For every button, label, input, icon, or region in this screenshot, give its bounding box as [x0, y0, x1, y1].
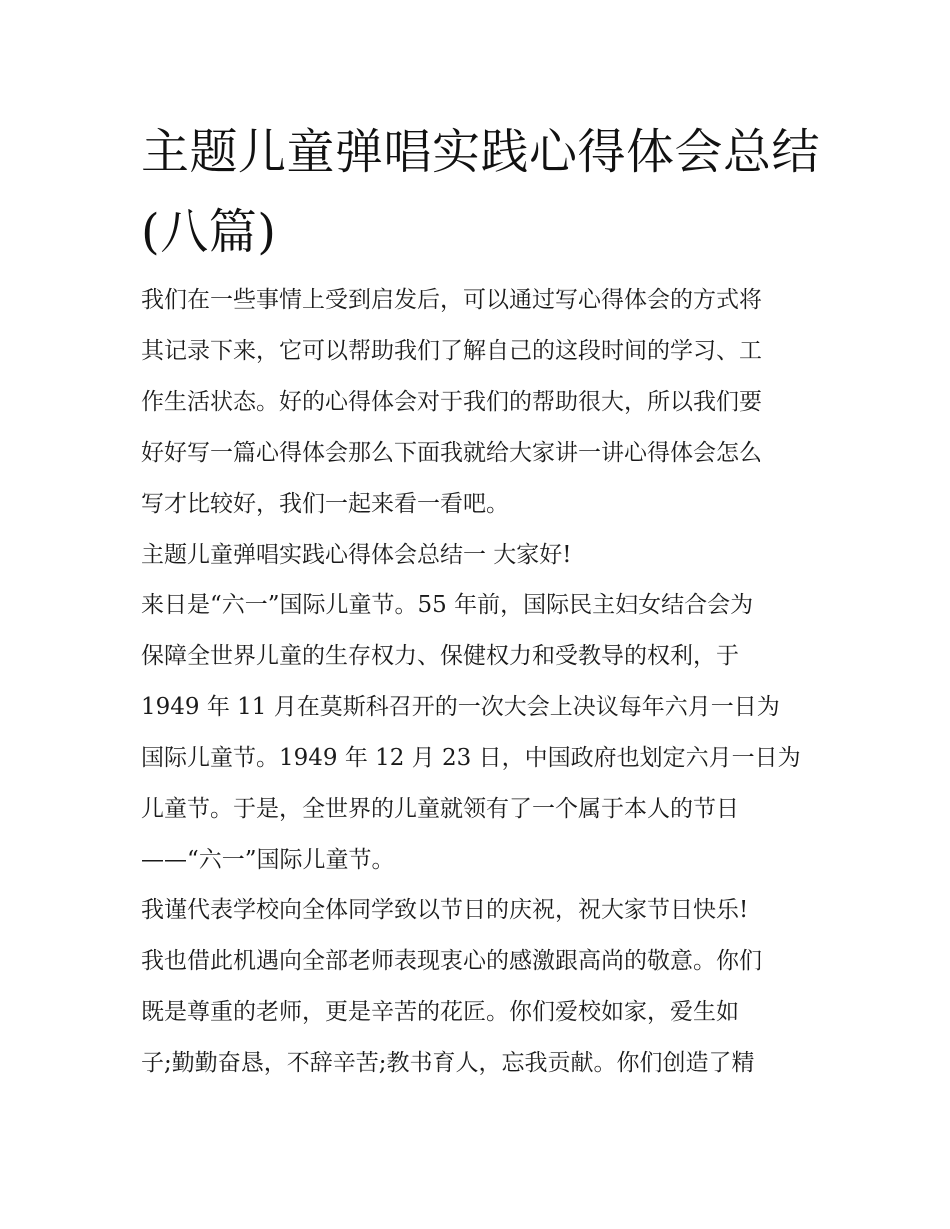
paragraph-line: ——“六一”国际儿童节。	[141, 847, 395, 873]
paragraph-line: 来日是“六一”国际儿童节。55 年前，国际民主妇女结合会为	[141, 592, 754, 618]
paragraph-line: 1949 年 11 月在莫斯科召开的一次大会上决议每年六月一日为	[141, 694, 780, 720]
paragraph-line: 保障全世界儿童的生存权力、保健权力和受教导的权利，于	[141, 643, 739, 669]
paragraph-line: 我也借此机遇向全部老师表现衷心的感激跟高尚的敬意。你们	[141, 948, 762, 974]
paragraph-line: 作生活状态。好的心得体会对于我们的帮助很大，所以我们要	[141, 389, 762, 415]
document-title: 主题儿童弹唱实践心得体会总结(八篇)	[141, 124, 821, 260]
paragraph-line: 写才比较好，我们一起来看一看吧。	[141, 491, 509, 517]
paragraph-line: 子;勤勤奋恳，不辞辛苦;教书育人，忘我贡献。你们创造了精	[141, 1050, 755, 1076]
paragraph-line: 国际儿童节。1949 年 12 月 23 日，中国政府也划定六月一日为	[141, 745, 801, 771]
paragraph-line: 既是尊重的老师，更是辛苦的花匠。你们爱校如家，爱生如	[141, 999, 739, 1025]
paragraph-line: 好好写一篇心得体会那么下面我就给大家讲一讲心得体会怎么	[141, 440, 762, 466]
paragraph-line: 我谨代表学校向全体同学致以节日的庆祝，祝大家节日快乐!	[141, 897, 749, 923]
paragraph-line: 其记录下来，它可以帮助我们了解自己的这段时间的学习、工	[141, 338, 762, 364]
paragraph-line: 儿童节。于是，全世界的儿童就领有了一个属于本人的节日	[141, 796, 739, 822]
paragraph-line: 主题儿童弹唱实践心得体会总结一 大家好!	[141, 542, 572, 568]
paragraph-line: 我们在一些事情上受到启发后，可以通过写心得体会的方式将	[141, 287, 762, 313]
